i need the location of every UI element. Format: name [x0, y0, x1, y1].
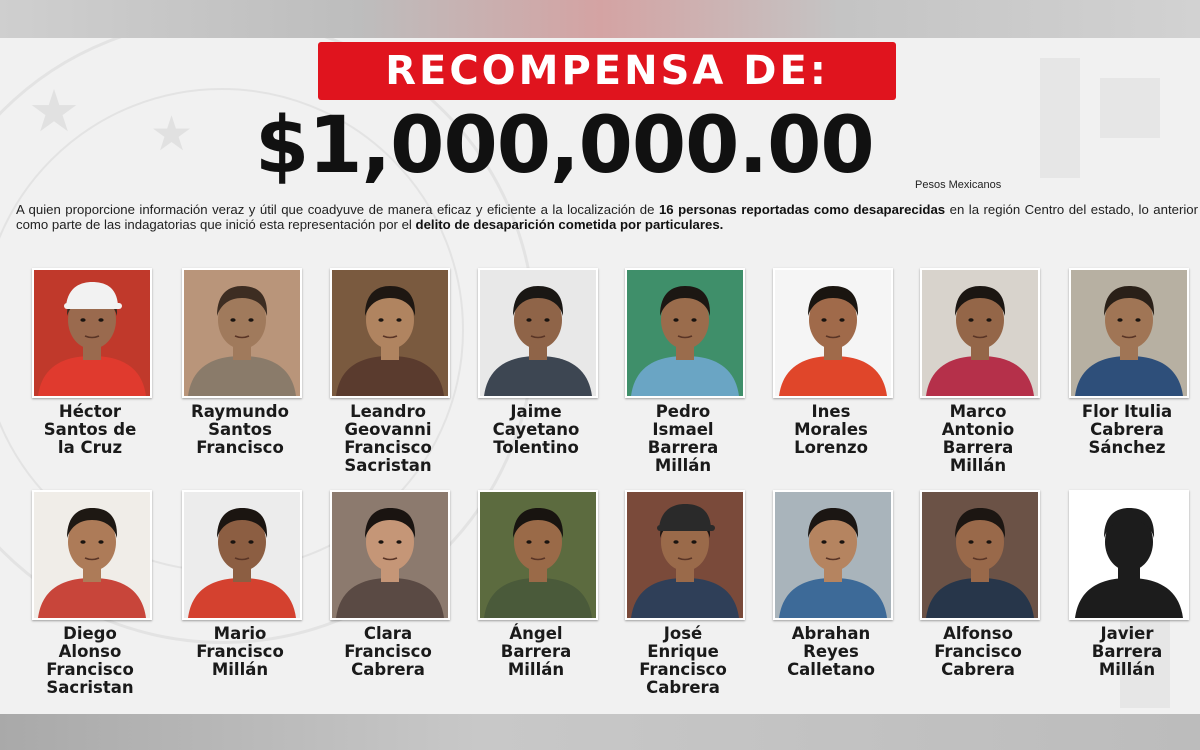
person-photo [625, 490, 745, 620]
star-icon: ★ [150, 106, 194, 162]
person-name-line: Francisco [934, 642, 1022, 661]
person-name [756, 625, 906, 679]
person-name-line: Alonso [58, 642, 122, 661]
reward-banner-text: RECOMPENSA DE: [385, 48, 829, 94]
person-name-line: Antonio [941, 420, 1015, 439]
person-name-line: Alfonso [943, 624, 1013, 643]
watermark-shape [1100, 78, 1160, 138]
person-name [165, 625, 315, 679]
person-name-line: José [663, 624, 703, 643]
person-name [1052, 625, 1200, 679]
portrait-image [775, 270, 891, 396]
person-name-line: la Cruz [57, 438, 123, 457]
person-name-line: Millán [654, 456, 712, 475]
person-photo [182, 268, 302, 398]
person-name [1052, 403, 1200, 457]
person-name [165, 403, 315, 457]
person-photo [32, 490, 152, 620]
person-name-line: Mario [213, 624, 267, 643]
person-photo [1069, 268, 1189, 398]
person-photo [330, 268, 450, 398]
currency-label: Pesos Mexicanos [915, 179, 1002, 191]
person-name-line: Cabrera [941, 660, 1015, 679]
portrait-image [1071, 270, 1187, 396]
person-name-line: Javier [1100, 624, 1154, 643]
portrait-image [480, 492, 596, 618]
person-name-line: Sacristan [344, 456, 432, 475]
person-name-line: Abrahan [791, 624, 871, 643]
person-name-line: Morales [794, 420, 868, 439]
person-name-line: Barrera [1091, 642, 1163, 661]
bottom-blurred-strip [0, 714, 1200, 750]
person-name-line: Lorenzo [794, 438, 868, 457]
person-photo [478, 268, 598, 398]
person-name [313, 403, 463, 475]
person-name-line: Millán [1098, 660, 1156, 679]
portrait-image [184, 492, 300, 618]
portrait-image [922, 270, 1038, 396]
person-photo [920, 490, 1040, 620]
person-name-line: Francisco [344, 438, 432, 457]
person-name-line: Sacristan [46, 678, 134, 697]
star-icon: ★ [28, 77, 80, 145]
portrait-image [332, 270, 448, 396]
person-name-line: Clara [363, 624, 413, 643]
person-photo [32, 268, 152, 398]
person-name-line: Francisco [196, 642, 284, 661]
person-name-line: Santos de [43, 420, 137, 439]
description-part-1: A quien proporcione información veraz y útil que coadyuve de manera eficaz y eficiente a la localización de [16, 202, 659, 217]
reward-banner [318, 42, 896, 100]
reward-poster [0, 38, 1200, 714]
portrait-image [332, 492, 448, 618]
person-name-line: Barrera [500, 642, 572, 661]
person-name-line: Francisco [196, 438, 284, 457]
person-name-line: Leandro [350, 402, 426, 421]
person-name-line: Millán [507, 660, 565, 679]
person-name-line: Calletano [787, 660, 875, 679]
person-name-line: Cayetano [492, 420, 580, 439]
person-name-line: Geovanni [344, 420, 432, 439]
person-photo [773, 490, 893, 620]
person-photo [330, 490, 450, 620]
person-name [903, 403, 1053, 475]
person-name-line: Reyes [803, 642, 859, 661]
person-name [15, 625, 165, 697]
person-name-line: Sánchez [1088, 438, 1166, 457]
person-name-line: Jaime [510, 402, 562, 421]
person-name-line: Francisco [46, 660, 134, 679]
reward-amount: $1,000,000.00 [255, 101, 874, 191]
watermark-shape [1040, 58, 1080, 178]
portrait-image [34, 270, 150, 396]
person-name-line: Cabrera [1090, 420, 1164, 439]
person-name [15, 403, 165, 457]
person-photo [182, 490, 302, 620]
missing-persons-grid [0, 268, 1200, 708]
person-photo [625, 268, 745, 398]
person-name [313, 625, 463, 679]
person-name-line: Enrique [647, 642, 719, 661]
person-name-line: Héctor [58, 402, 122, 421]
person-name [756, 403, 906, 457]
person-photo [773, 268, 893, 398]
portrait-image [480, 270, 596, 396]
person-name-line: Raymundo [191, 402, 289, 421]
person-name-line: Barrera [647, 438, 719, 457]
portrait-image [627, 492, 743, 618]
person-name [608, 625, 758, 697]
person-name-line: Cabrera [646, 678, 720, 697]
person-name-line: Millán [949, 456, 1007, 475]
portrait-image [34, 492, 150, 618]
person-name-line: Francisco [639, 660, 727, 679]
person-name-line: Millán [211, 660, 269, 679]
description-part-2: en la región Centro del estado, lo anterior como parte de las indagatorias que inició esta representación por el [16, 202, 1198, 232]
person-photo [478, 490, 598, 620]
person-name-line: Flor Itulia [1081, 402, 1173, 421]
person-name-line: Tolentino [493, 438, 579, 457]
top-blurred-strip [0, 0, 1200, 38]
person-name [903, 625, 1053, 679]
person-name-line: Diego [63, 624, 117, 643]
person-name [608, 403, 758, 475]
person-photo [920, 268, 1040, 398]
person-name-line: Francisco [344, 642, 432, 661]
description-bold-2: delito de desaparición cometida por particulares. [415, 217, 724, 232]
description-text [16, 202, 1198, 232]
person-name-line: Santos [208, 420, 272, 439]
portrait-image [627, 270, 743, 396]
portrait-image [1071, 492, 1187, 618]
person-name-line: Marco [949, 402, 1007, 421]
description-bold-1: 16 personas reportadas como desaparecidas [658, 202, 946, 217]
person-name [461, 625, 611, 679]
portrait-image [184, 270, 300, 396]
person-name [461, 403, 611, 457]
person-name-line: Pedro [655, 402, 711, 421]
person-photo [1069, 490, 1189, 620]
portrait-image [775, 492, 891, 618]
person-name-line: Ángel [509, 624, 563, 643]
person-name-line: Barrera [942, 438, 1014, 457]
person-name-line: Ismael [652, 420, 714, 439]
portrait-image [922, 492, 1038, 618]
person-name-line: Ines [811, 402, 851, 421]
person-name-line: Cabrera [351, 660, 425, 679]
